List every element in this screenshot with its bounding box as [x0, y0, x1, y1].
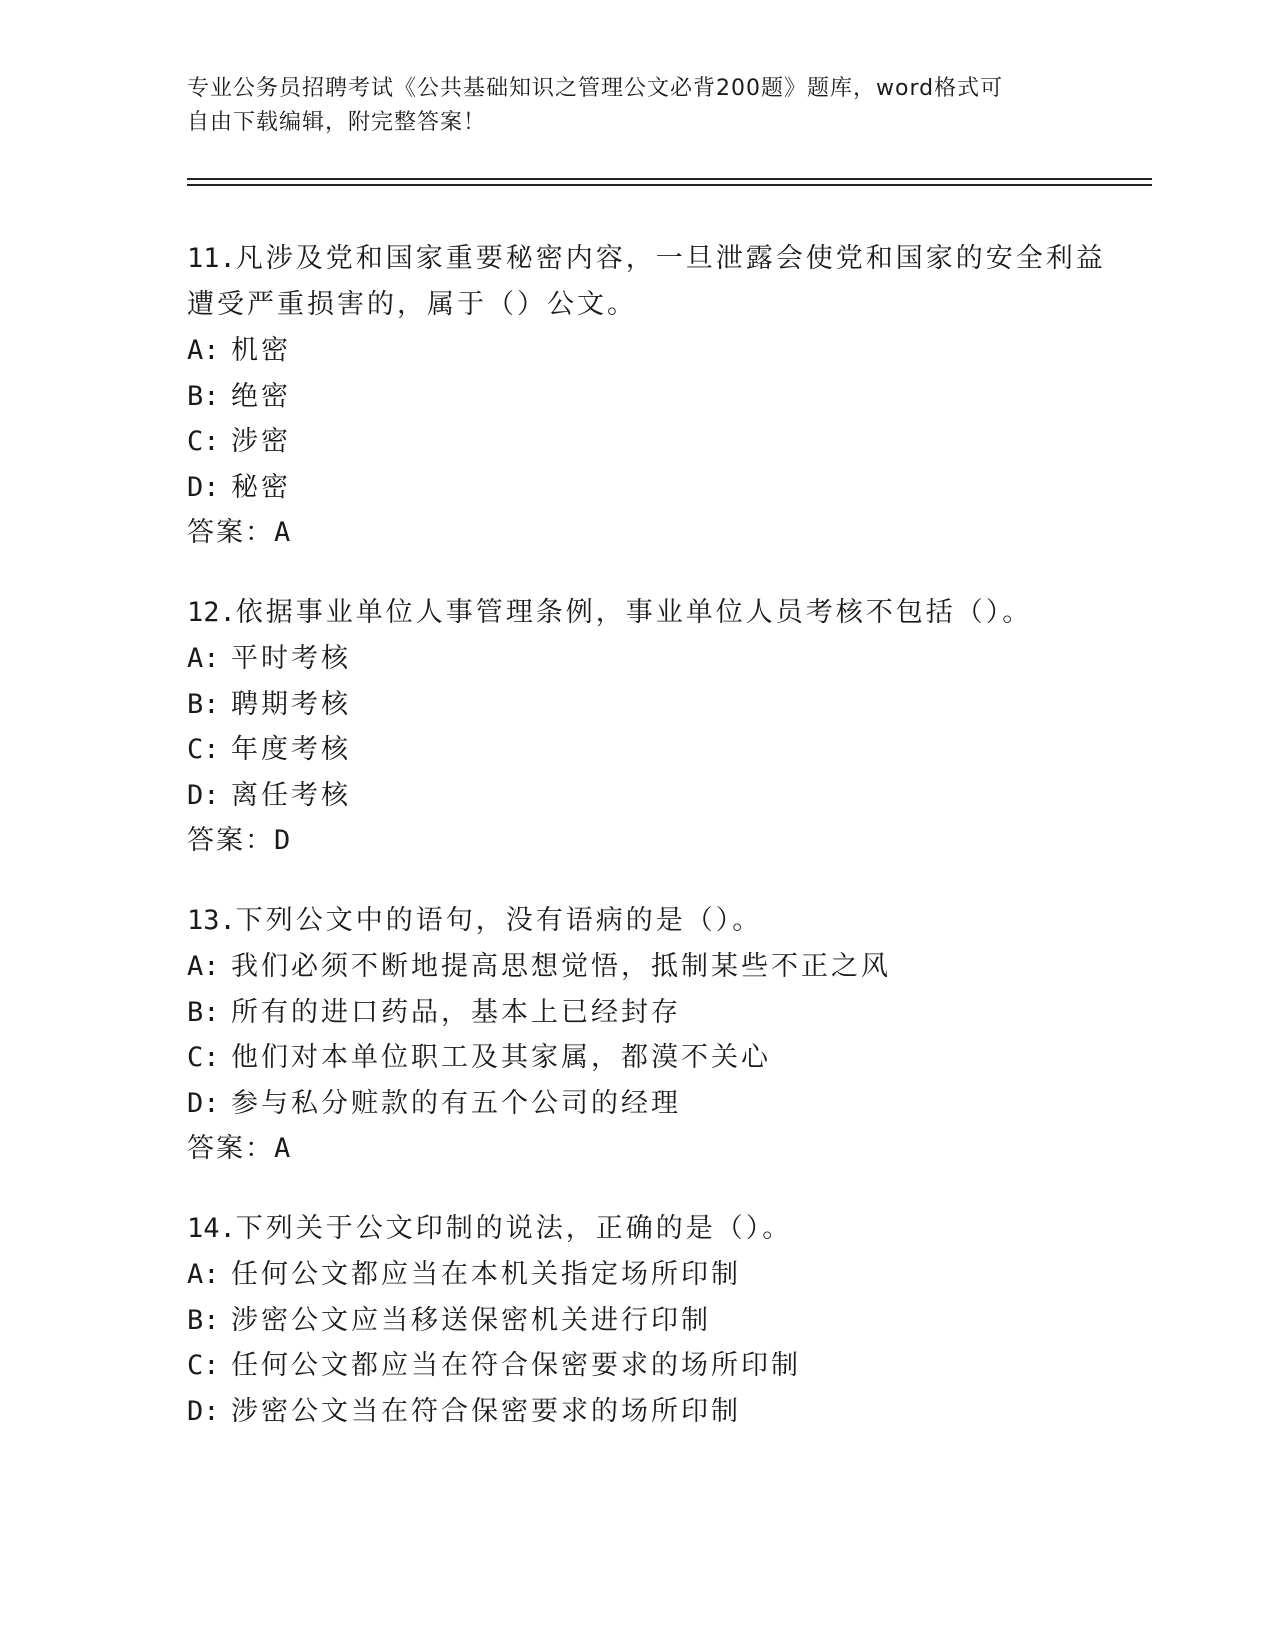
question-13 [187, 898, 1087, 1172]
answer-line [187, 1126, 1087, 1172]
question-stem-text: 凡涉及党和国家重要秘密内容，一旦泄露会使党和国家的安全利益 [235, 243, 1106, 274]
option-a [187, 944, 1087, 990]
option-letter: A: [187, 1259, 220, 1290]
option-c [187, 1343, 1087, 1389]
question-number: 11. [187, 243, 236, 274]
option-letter: C: [187, 1350, 220, 1381]
option-text: 绝密 [231, 380, 291, 412]
question-11 [187, 236, 1106, 556]
question-stem-line [187, 236, 1106, 282]
option-letter: D: [187, 1395, 220, 1427]
option-text: 任何公文都应当在本机关指定场所印制 [231, 1259, 741, 1290]
option-a [187, 328, 1087, 374]
option-d [187, 1389, 1087, 1435]
header-divider-bottom [187, 184, 1152, 186]
option-c [187, 727, 1087, 773]
option-letter: A: [187, 335, 220, 366]
option-letter: D: [187, 779, 220, 811]
option-letter: C: [187, 426, 220, 457]
question-number: 14. [187, 1213, 236, 1244]
answer-line [187, 510, 1087, 556]
option-text: 平时考核 [231, 643, 351, 674]
option-letter: C: [187, 734, 220, 765]
question-12 [187, 590, 1087, 864]
question-number: 13. [187, 905, 236, 936]
option-letter: D: [187, 471, 220, 503]
option-text: 我们必须不断地提高思想觉悟，抵制某些不正之风 [231, 951, 891, 982]
answer-value: A [274, 1133, 293, 1164]
option-letter: B: [187, 996, 220, 1028]
option-text: 秘密 [231, 471, 291, 503]
option-a [187, 1252, 1087, 1298]
option-d [187, 465, 1087, 511]
option-text: 涉密 [231, 426, 291, 457]
option-letter: A: [187, 951, 220, 982]
option-text: 机密 [231, 335, 291, 366]
option-text: 涉密公文当在符合保密要求的场所印制 [231, 1395, 741, 1427]
answer-label: 答案： [187, 1133, 274, 1164]
question-stem-line [187, 282, 1087, 328]
question-number: 12. [187, 597, 236, 628]
option-letter: B: [187, 1304, 220, 1336]
question-stem-line [187, 898, 1087, 944]
question-14 [187, 1206, 1087, 1434]
option-text: 所有的进口药品，基本上已经封存 [231, 996, 681, 1028]
question-stem-text: 下列公文中的语句，没有语病的是（）。 [235, 905, 763, 936]
option-letter: A: [187, 643, 220, 674]
option-c [187, 1035, 1087, 1081]
question-stem-line [187, 590, 1087, 636]
option-text: 任何公文都应当在符合保密要求的场所印制 [231, 1350, 801, 1381]
option-c [187, 419, 1087, 465]
option-b [187, 682, 1087, 728]
option-text: 离任考核 [231, 779, 351, 811]
question-stem-text: 下列关于公文印制的说法，正确的是（）。 [235, 1213, 793, 1244]
answer-line [187, 818, 1087, 864]
question-stem-text: 遭受严重损害的，属于（）公文。 [187, 289, 637, 320]
option-letter: B: [187, 380, 220, 412]
option-letter: B: [187, 688, 220, 720]
option-b [187, 374, 1087, 420]
option-text: 他们对本单位职工及其家属，都漠不关心 [231, 1042, 771, 1073]
answer-label: 答案： [187, 517, 274, 548]
header-line-2: 自由下载编辑，附完整答案！ [187, 110, 487, 135]
option-b [187, 990, 1087, 1036]
question-stem-line [187, 1206, 1087, 1252]
option-letter: D: [187, 1087, 220, 1119]
header-line-1: 专业公务员招聘考试《公共基础知识之管理公文必背200题》题库，word格式可 [187, 76, 1004, 101]
question-list [187, 236, 1106, 1468]
option-d [187, 1081, 1087, 1127]
option-d [187, 773, 1087, 819]
option-text: 聘期考核 [231, 688, 351, 720]
option-text: 年度考核 [231, 734, 351, 765]
answer-value: D [274, 825, 293, 856]
question-stem-text: 依据事业单位人事管理条例，事业单位人员考核不包括（）。 [235, 597, 1033, 628]
option-text: 涉密公文应当移送保密机关进行印制 [231, 1304, 711, 1336]
option-text: 参与私分赃款的有五个公司的经理 [231, 1087, 681, 1119]
header-divider-top [187, 178, 1152, 180]
option-letter: C: [187, 1042, 220, 1073]
document-header [187, 72, 1067, 140]
option-a [187, 636, 1087, 682]
option-b [187, 1298, 1087, 1344]
answer-label: 答案： [187, 825, 274, 856]
answer-value: A [274, 517, 293, 548]
